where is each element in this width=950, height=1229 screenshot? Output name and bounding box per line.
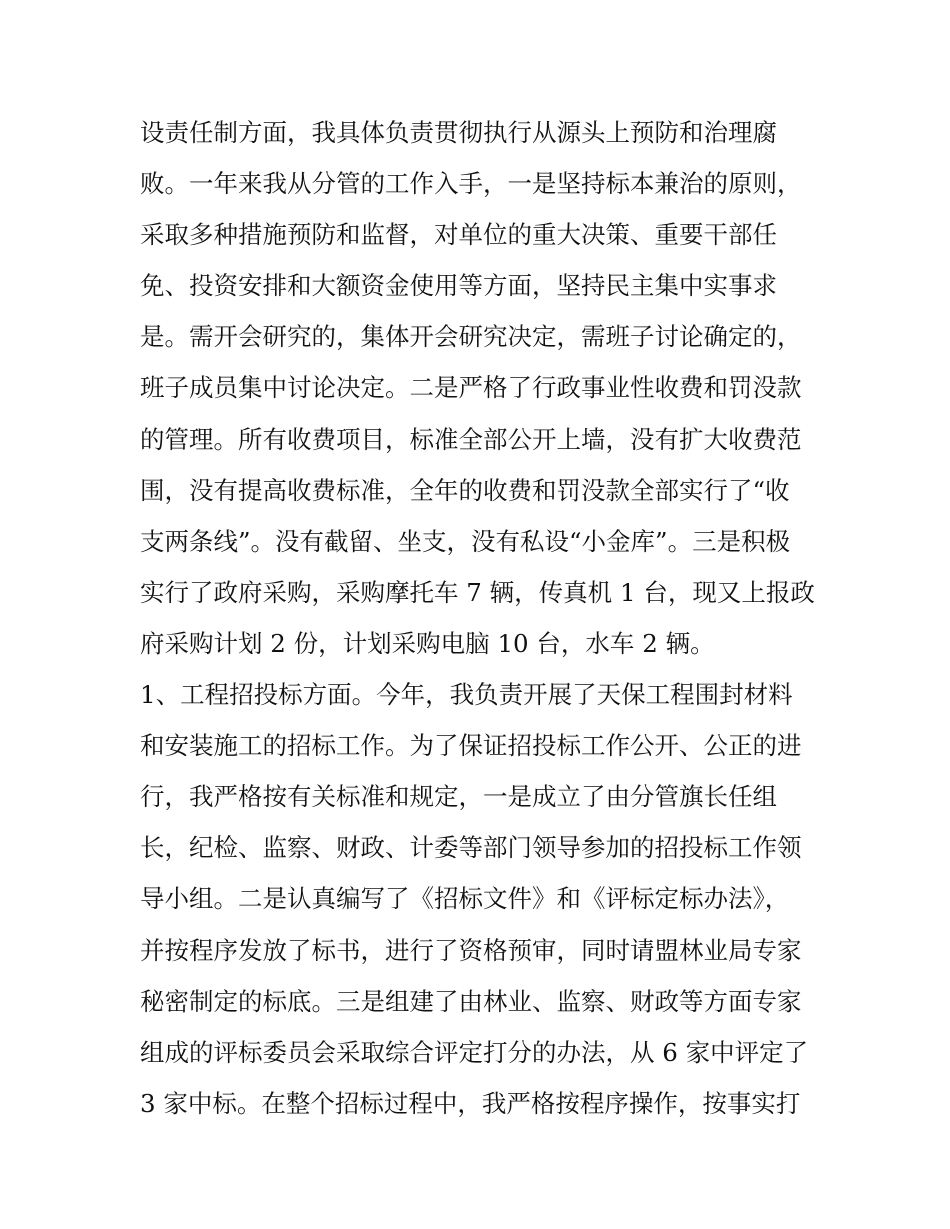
text-line: 围，没有提高收费标准，全年的收费和罚没款全部实行了“收 (140, 475, 790, 505)
text-line: 的管理。所有收费项目，标准全部公开上墙，没有扩大收费范 (140, 424, 802, 454)
text-line: 免、投资安排和大额资金使用等方面，坚持民主集中实事求 (140, 271, 777, 301)
text-line: 长，纪检、监察、财政、计委等部门领导参加的招投标工作领 (140, 833, 802, 863)
text-line: 行，我严格按有关标准和规定，一是成立了由分管旗长任组 (140, 782, 777, 812)
text-line: 设责任制方面，我具体负责贯彻执行从源头上预防和治理腐 (140, 118, 777, 147)
body-text (140, 107, 820, 1129)
text-line: 并按程序发放了标书，进行了资格预审，同时请盟林业局专家 (140, 935, 802, 965)
text-line: 导小组。二是认真编写了《招标文件》和《评标定标办法》， (140, 884, 790, 914)
text-line: 组成的评标委员会采取综合评定打分的办法，从 6 家中评定了 (140, 1037, 809, 1067)
text-line: 秘密制定的标底。三是组建了由林业、监察、财政等方面专家 (140, 986, 802, 1016)
text-line: 败。一年来我从分管的工作入手，一是坚持标本兼治的原则， (140, 169, 802, 199)
text-line: 和安装施工的招标工作。为了保证招投标工作公开、公正的进 (140, 731, 802, 761)
text-line: 支两条线”。没有截留、坐支，没有私设“小金库”。三是积极 (140, 526, 791, 556)
text-line: 府采购计划 2 份，计划采购电脑 10 台，水车 2 辆。 (140, 628, 715, 658)
text-line: 采取多种措施预防和监督，对单位的重大决策、重要干部任 (140, 220, 777, 250)
text-line: 班子成员集中讨论决定。二是严格了行政事业性收费和罚没款 (140, 373, 802, 403)
text-line: 实行了政府采购，采购摩托车 7 辆，传真机 1 台，现又上报政 (140, 577, 815, 607)
text-line: 是。需开会研究的，集体开会研究决定，需班子讨论确定的， (140, 322, 802, 352)
text-line: 1、工程招投标方面。今年，我负责开展了天保工程围封材料 (140, 680, 793, 710)
text-line: 3 家中标。在整个招标过程中，我严格按程序操作，按事实打 (140, 1088, 801, 1118)
